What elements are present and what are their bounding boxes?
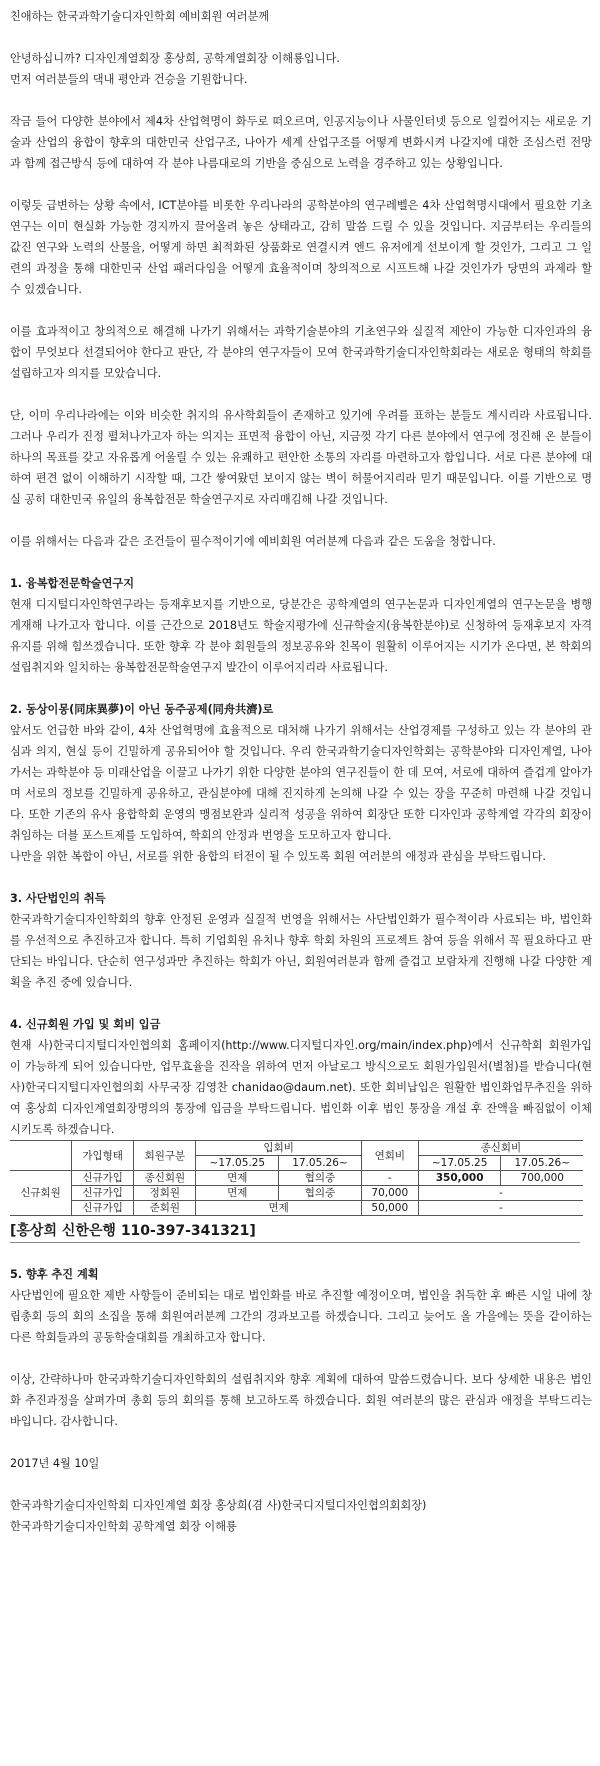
cell-admission: 면제 (196, 1186, 279, 1201)
section-paragraph: 한국과학기술디자인학회의 향후 안정된 운영과 실질적 번영을 위해서는 사단법인화가 필수적이라 사료되는 바, 법인화를 우선적으로 추진하고자 합니다. 특히 기업회원 유치나 향후 학회 차원의 프로젝트 참여 등을 위해서 꼭 필요하다고 판단되는 바입니다. 단순히 연구성과만 추진하는 학회가 아닌, 회원여러분과 함께 즐겁고 보람차게 진행해 나갈 다양한 계획을 추진 중에 있습니다. (10, 913, 592, 989)
body-paragraph: 이를 위해서는 다음과 같은 조건들이 필수적이기에 예비회원 여러분께 다음과 같은 도움을 청합니다. (10, 535, 496, 548)
header-member-class: 회원구분 (134, 1141, 196, 1171)
header-lifetime-fee: 종신회비 (418, 1141, 583, 1156)
signature-engineering-chair: 한국과학기술디자인학회 공학계열 회장 이해룡 (10, 1520, 237, 1533)
signature-design-chair: 한국과학기술디자인학회 디자인계열 회장 홍상희(겸 사)한국디지털디자인협의회회장) (10, 1499, 427, 1512)
body-paragraph: 작금 들어 다양한 분야에서 제4차 산업혁명이 화두로 떠오르며, 인공지능이나 사물인터넷 등으로 일컬어지는 새로운 기술과 산업의 융합이 향후의 대한민국 산업구조, 나아가 세계 산업구조를 어떻게 변화시켜 나갈지에 대한 조심스런 전망과 함께 접근방식 등에 대하여 각 분야 나름대로의 기반을 중심으로 노력을 경주하고 있는 상황입니다. (10, 115, 592, 170)
cell-member-class: 준회원 (134, 1201, 196, 1216)
cell-lifetime: - (418, 1186, 583, 1201)
cell-annual: 70,000 (361, 1186, 418, 1201)
header-annual-fee: 연회비 (361, 1141, 418, 1171)
header-period-1: ~17.05.25 (418, 1156, 501, 1171)
section-title: 1. 융복합전문학술연구지 (10, 577, 135, 590)
header-period-2: 17.05.26~ (501, 1156, 583, 1171)
body-paragraph: 단, 이미 우리나라에는 이와 비슷한 취지의 유사학회들이 존재하고 있기에 우려를 표하는 분들도 계시리라 사료됩니다. 그러나 우리가 진정 펼쳐나가고자 하는 의지는 표면적 융합이 아닌, 지금껏 각기 다른 분야에서 연구에 정진해 온 분들이 하나의 목표를 갖고 자유롭게 어울릴 수 있는 유쾌하고 편안한 소통의 자리를 마련하고자 함입니다. 서로 다른 분야에 대하여 편견 없이 이해하기 시작할 때, 그간 쌓여왔던 보이지 않는 벽이 허물어지리라 믿기 때문입니다. 이를 기반으로 명실 공히 대한민국 유일의 융복합전문 학술연구지로 자리매김해 나갈 것입니다. (10, 409, 592, 506)
header-period-2: 17.05.26~ (279, 1156, 362, 1171)
cell-join-type: 신규가입 (72, 1171, 134, 1186)
header-admission-fee: 입회비 (196, 1141, 361, 1156)
fee-table (10, 1140, 583, 1216)
cell-lifetime: 350,000 (418, 1171, 501, 1186)
cell-annual: - (361, 1171, 418, 1186)
section-paragraph: 현재 디지털디자인학연구라는 등재후보지를 기반으로, 당분간은 공학계열의 연구논문과 디자인계열의 연구논문을 병행게재해 나가고자 합니다. 이를 근간으로 2018년도 학술지평가에 신규학술지(융복한분야)로 신청하여 등재후보지 자격유지를 위해 힘쓰겠습니다. 또한 향후 각 분야 회원들의 정보공유와 친목이 원활히 이루어지는 시기가 온다면, 본 학회의 설립취지와 일치하는 융복합전문학술연구지 발간이 이루어지리라 사료됩니다. (10, 598, 592, 674)
cell-join-type: 신규가입 (72, 1201, 134, 1216)
cell-lifetime: - (418, 1201, 583, 1216)
row-group-label: 신규회원 (10, 1171, 72, 1216)
section-paragraph: 사단법인에 필요한 제반 사항들이 준비되는 대로 법인화를 바로 추진할 예정이오며, 법인을 취득한 후 빠른 시일 내에 창립총회 등의 회의 소집을 통해 회원여러분께 그간의 경과보고를 하겠습니다. 그리고 늦어도 올 가을에는 뜻을 같이하는 다른 학회들과의 공동학술대회를 개최하고자 합니다. (10, 1289, 592, 1344)
cell-lifetime: 700,000 (501, 1171, 583, 1186)
cell-admission: 면제 (196, 1171, 279, 1186)
cell-admission: 면제 (196, 1201, 361, 1216)
intro-line-1: 안녕하십니까? 디자인계열회장 홍상희, 공학계열회장 이해룡입니다. (10, 52, 340, 65)
section-title: 5. 향후 추진 계획 (10, 1268, 99, 1281)
section-paragraph: 현재 사)한국디지털디자인협의회 홈페이지(http://www.디지털디자인.org/main/index.php)에서 신규학회 회원가입이 가능하게 되어 있습니다만, 업무효율을 진작을 위하여 먼저 아날로그 방식으로도 회원가입원서(별첨)를 받습니다(현 사)한국디지털디자인협의회 사무국장 김영찬 chanidao@daum.net). 또한 회비납입은 원활한 법인화업무추진을 위하여 홍상희 디자인계열회장명의의 통장에 입금을 부탁드립니다. 법인화 이후 법인 통장을 개설 후 잔액을 빠짐없이 이체시키도록 하겠습니다. (10, 1039, 592, 1136)
fee-table-corner (10, 1141, 72, 1171)
section-paragraph: 나만을 위한 복합이 아닌, 서로를 위한 융합의 터전이 될 수 있도록 회원 여러분의 애정과 관심을 부탁드립니다. (10, 850, 546, 863)
body-paragraph: 이를 효과적이고 창의적으로 해결해 나가기 위해서는 과학기술분야의 기초연구와 실질적 제안이 가능한 디자인과의 융합이 무엇보다 선결되어야 한다고 판단, 각 분야의 연구자들이 모여 한국과학기술디자인학회라는 새로운 형태의 학회를 설립하고자 의지를 모았습니다. (10, 325, 592, 380)
letter-date: 2017년 4월 10일 (10, 1457, 100, 1470)
cell-annual: 50,000 (361, 1201, 418, 1216)
body-paragraph: 이렇듯 급변하는 상황 속에서, ICT분야를 비롯한 우리나라의 공학분야의 연구레벨은 4차 산업혁명시대에서 필요한 기초연구는 이미 현실화 가능한 경지까지 끌어올려 놓은 상태라고, 감히 말씀 드릴 수 있을 것입니다. 지금부터는 우리들의 값진 연구와 노력의 산물을, 어떻게 하면 최적화된 상품화로 연결시켜 엔드 유저에게 선보이게 할 것인가, 그리고 그 일련의 과정을 통해 대한민국 산업 패러다임을 어떻게 효율적이며 창의적으로 시프트해 나갈 것인가가 당면의 과제라 할 수 있겠습니다. (10, 199, 592, 296)
section-paragraph: 앞서도 언급한 바와 같이, 4차 산업혁명에 효율적으로 대처해 나가기 위해서는 산업경제를 구성하고 있는 각 분야의 관심과 의지, 현실 등이 긴밀하게 공유되어야 할 것입니다. 우리 한국과학기술디자인학회는 공학분야와 디자인계열, 나아가서는 과학분야 등 미래산업을 이끌고 나가기 위한 다양한 분야의 연구진들이 한 데 모여, 서로에 대하여 즐겁게 알아가며 서로의 정보를 긴밀하게 공유하고, 관심분야에 대해 진지하게 논의해 나갈 수 있는 장을 꾸준히 마련해 나갈 것입니다. 또한 기존의 유사 융합학회 운영의 맹점보완과 실리적 성공을 위하여 회장단 또한 디자인과 공학계열 각각의 회장이 취임하는 더블 포스트제를 도입하여, 학회의 안정과 번영을 도모하고자 합니다. (10, 724, 592, 842)
greeting: 친애하는 한국과학기술디자인학회 예비회원 여러분께 (10, 10, 270, 23)
section-title: 2. 동상이몽(同床異夢)이 아닌 동주공제(同舟共濟)로 (10, 703, 274, 716)
cell-admission: 협의중 (279, 1186, 362, 1201)
section-title: 4. 신규회원 가입 및 회비 입금 (10, 1018, 161, 1031)
section-title: 3. 사단법인의 취득 (10, 892, 106, 905)
bank-account: [홍상희 신한은행 110-397-341321] (10, 1220, 580, 1243)
closing-paragraph: 이상, 간략하나마 한국과학기술디자인학회의 설립취지와 향후 계획에 대하여 말씀드렸습니다. 보다 상세한 내용은 법인화 추진과정을 살펴가며 총회 등의 회의를 통해 보고하도록 하겠습니다. 회원 여러분의 많은 관심과 애정을 부탁드리는 바입니다. 감사합니다. (10, 1373, 592, 1428)
cell-member-class: 종신회원 (134, 1171, 196, 1186)
cell-admission: 협의중 (279, 1171, 362, 1186)
cell-join-type: 신규가입 (72, 1186, 134, 1201)
header-period-1: ~17.05.25 (196, 1156, 279, 1171)
intro-line-2: 먼저 여러분들의 댁내 평안과 건승을 기원합니다. (10, 73, 248, 86)
header-join-type: 가입형태 (72, 1141, 134, 1171)
cell-member-class: 정회원 (134, 1186, 196, 1201)
